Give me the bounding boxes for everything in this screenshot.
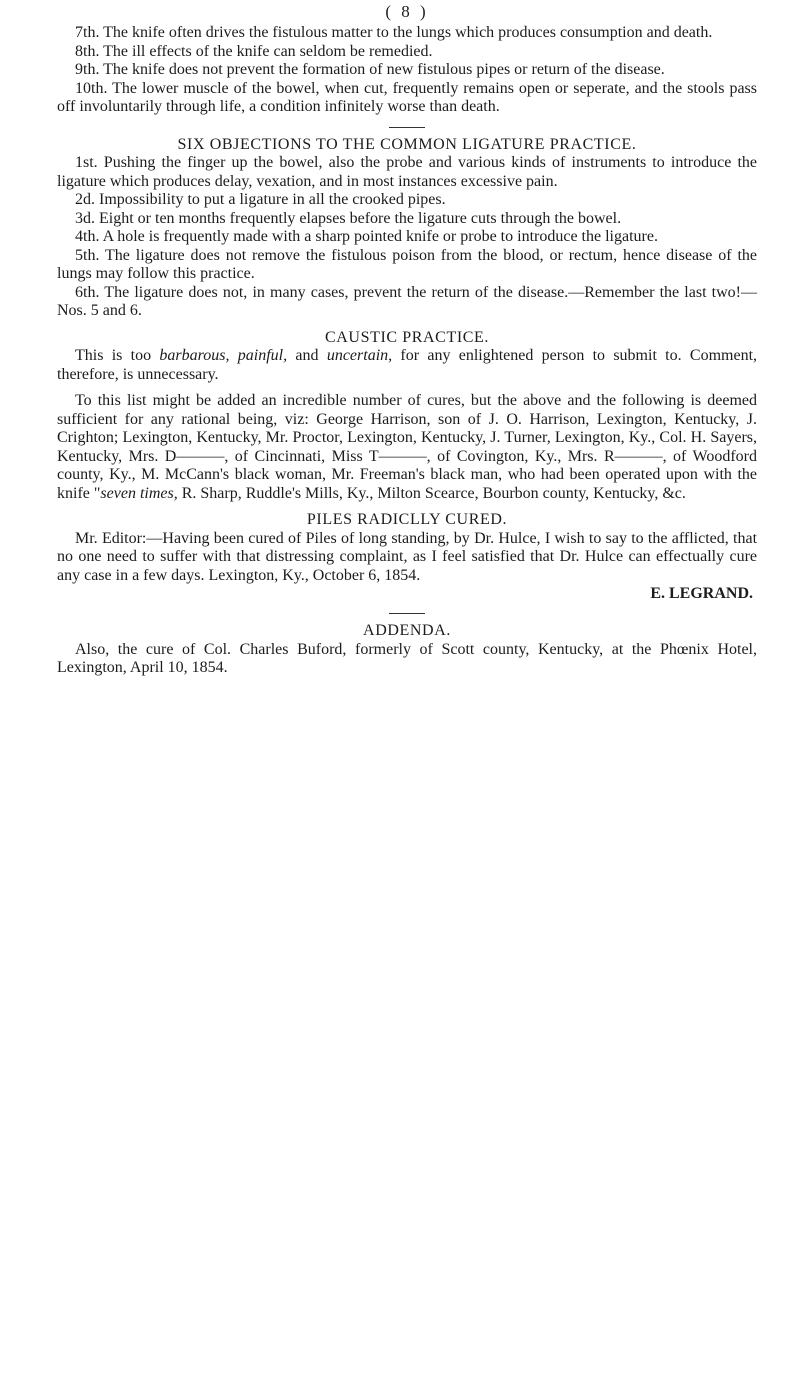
cures-text-after: R. Sharp, Ruddle's Mills, Ky., Milton Scearce, Bourbon county, Kentucky, &c. — [177, 484, 686, 502]
piles-signature: E. LEGRAND. — [650, 585, 753, 602]
caustic-text-before: This is too — [75, 347, 160, 364]
caustic-paragraph — [57, 347, 757, 384]
list-item: 3d. Eight or ten months frequently elapses before the ligature cuts through the bowel. — [75, 209, 622, 227]
caustic-heading: CAUSTIC PRACTICE. — [325, 328, 489, 346]
piles-letter — [57, 530, 757, 586]
cures-text-before: To this list might be added an incredible number of cures, but the above and the following is deemed sufficient for any rational being, viz: George Harrison, son of J. O. Harrison, Lexington, Kentucky, J. Crighton; Lexington, Kentucky, Mr. Proctor, Lexington, Kentucky, J. Turner, Lexington, Ky., Col. H. Sayers, Kentucky, Mrs. D———, of Cincinnati, Miss T———, of Covington, Ky., Mrs. R———, of Woodford county, Ky., M. McCann's black woman, Mr. Freeman's black man, who had been operated upon with the knife " — [57, 392, 757, 502]
cures-paragraph — [57, 392, 757, 503]
list-item: 4th. A hole is frequently made with a sharp pointed knife or probe to introduce the ligature. — [75, 228, 658, 245]
piles-text: —Having been cured of Piles of long standing, by Dr. Hulce, I wish to say to the afflicted, that no one need to suffer with that distressing complaint, as I feel satisfied that Dr. Hulce can effectually cure any case in a few days. Lexington, Ky., October 6, 1854. — [57, 529, 758, 584]
piles-salutation: Mr. Editor: — [75, 529, 147, 547]
section-divider — [389, 127, 425, 128]
ligature-heading: SIX OBJECTIONS TO THE COMMON LIGATURE PRACTICE. — [177, 135, 637, 153]
caustic-emphasis: barbarous, painful, — [159, 347, 288, 364]
addenda-paragraph: Also, the cure of Col. Charles Buford, formerly of Scott county, Kentucky, at the Phœnix Hotel, Lexington, April 10, 1854. — [57, 640, 757, 676]
caustic-emphasis-2: uncertain, — [326, 347, 393, 364]
list-item: 5th. The ligature does not remove the fistulous poison from the blood, or rectum, hence disease of the lungs may follow this practice. — [57, 246, 757, 282]
ligature-objections-list — [57, 154, 757, 321]
cures-emphasis: seven times, — [100, 484, 178, 502]
knife-objections-list — [57, 24, 757, 117]
list-item: 8th. The ill effects of the knife can seldom be remedied. — [75, 42, 433, 60]
document-page — [57, 0, 757, 678]
piles-heading: PILES RADICLLY CURED. — [306, 511, 508, 528]
addenda-heading: ADDENDA. — [363, 622, 451, 639]
caustic-text-after: for any enlightened person to submit to. Comment, therefore, is unnecessary. — [57, 347, 758, 383]
list-item: 6th. The ligature does not, in many cases, prevent the return of the disease.—Remember the last two!—Nos. 5 and 6. — [57, 283, 757, 319]
list-item: 2d. Impossibility to put a ligature in all the crooked pipes. — [75, 191, 446, 208]
list-item: 10th. The lower muscle of the bowel, when cut, frequently remains open or seperate, and the stools pass off involuntarily through life, a condition infinitely worse than death. — [57, 79, 757, 115]
section-divider — [389, 613, 425, 614]
list-item: 9th. The knife does not prevent the formation of new fistulous pipes or return of the disease. — [75, 61, 665, 78]
list-item: 7th. The knife often drives the fistulous matter to the lungs which produces consumption and death. — [75, 24, 713, 41]
page-number: ( 8 ) — [385, 2, 429, 21]
list-item: 1st. Pushing the finger up the bowel, also the probe and various kinds of instruments to introduce the ligature which produces delay, vexation, and in most instances excessive pain. — [57, 154, 757, 190]
caustic-text-mid: and — [287, 347, 327, 364]
